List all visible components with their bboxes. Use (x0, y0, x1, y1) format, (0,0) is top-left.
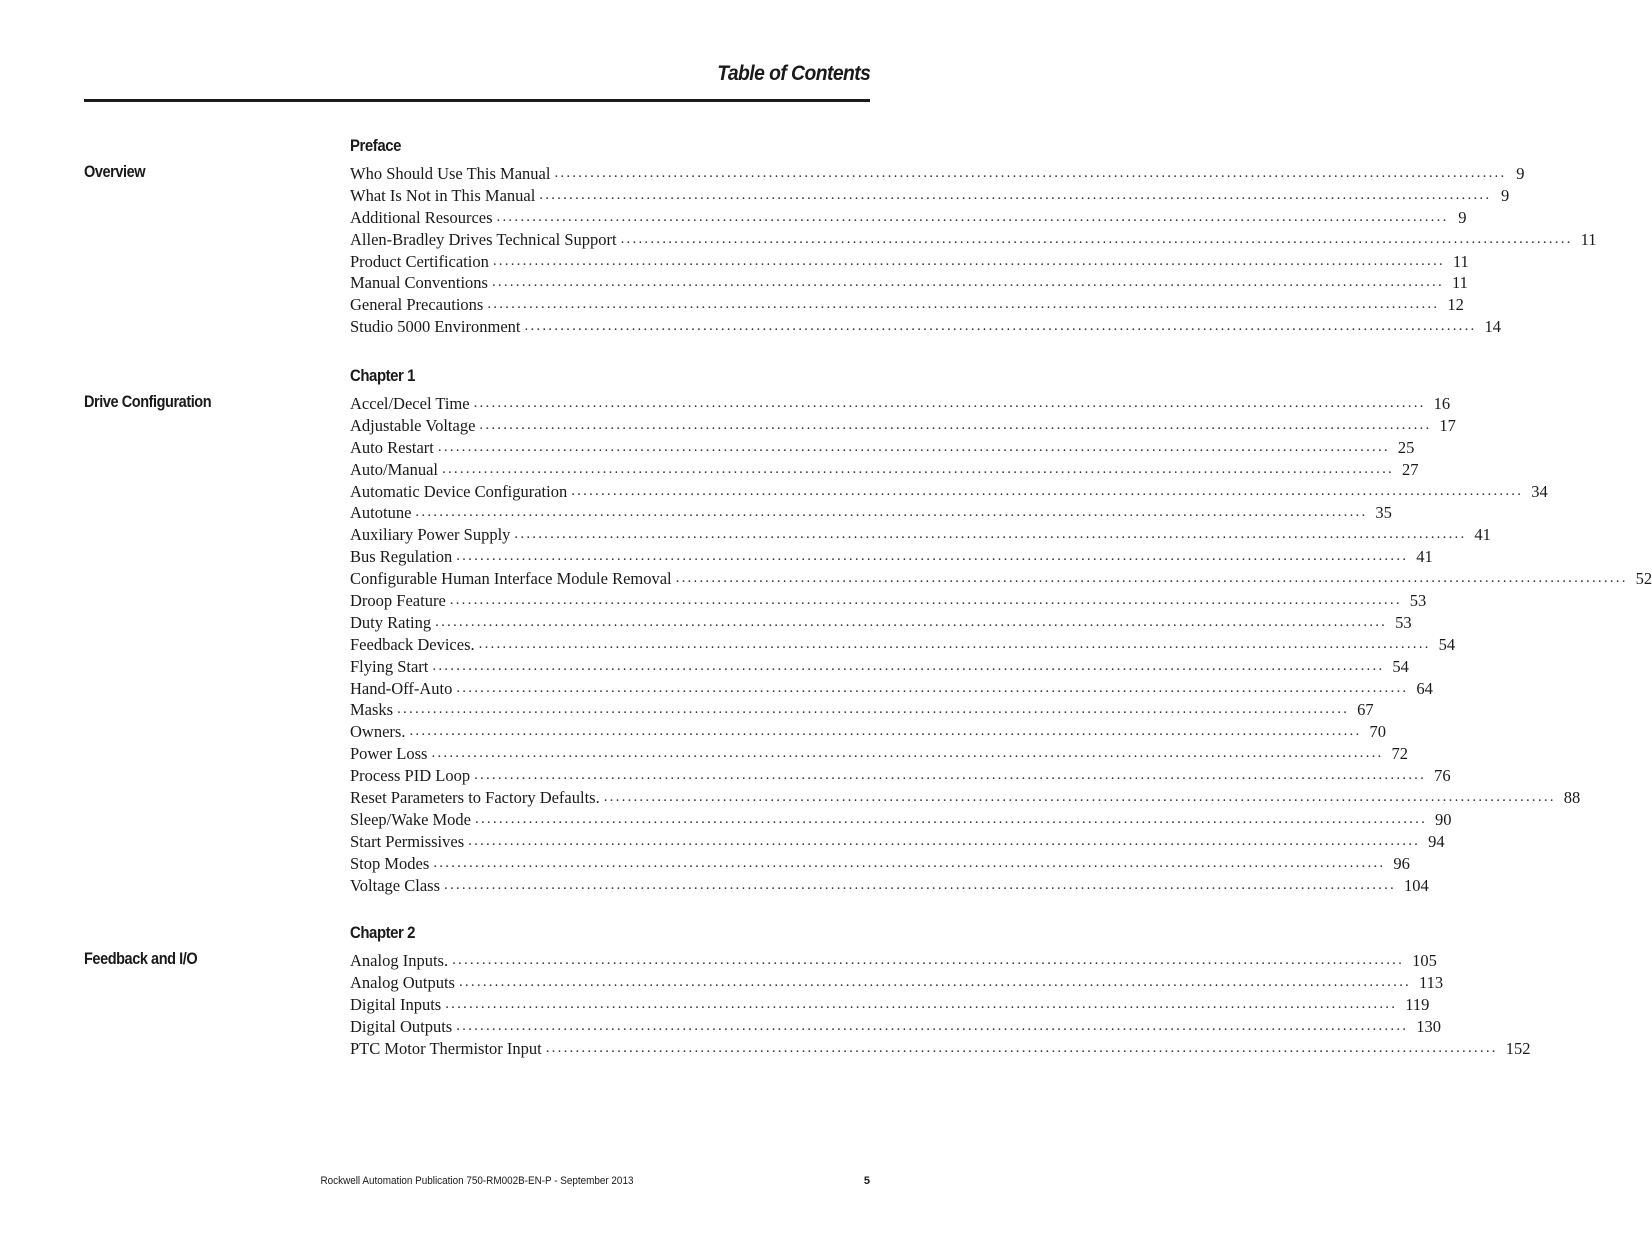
toc-entry-page: 11 (1580, 229, 1597, 249)
section-heading: Chapter 1 (350, 366, 416, 385)
dot-leader: ................................................................................................................................................................ (675, 570, 1628, 587)
toc-entry-label: Analog Inputs. (350, 951, 449, 970)
toc-entry[interactable] (350, 481, 1548, 503)
toc-entry[interactable] (350, 721, 1386, 743)
toc-entry-label: Configurable Human Interface Module Removal (350, 569, 672, 589)
dot-leader: ................................................................................................................................................................ (475, 810, 1428, 827)
toc-entry-list (350, 393, 1652, 896)
toc-entry-page: 76 (1434, 766, 1451, 786)
dot-leader: ................................................................................................................................................................ (514, 526, 1467, 543)
toc-entry-label: Product Certification (350, 251, 489, 271)
dot-leader: ................................................................................................................................................................ (432, 657, 1385, 674)
toc-entry-page: 72 (1391, 744, 1408, 764)
toc-entry[interactable] (350, 415, 1456, 437)
toc-entry-label: Automatic Device Configuration (350, 481, 568, 501)
dot-leader: ................................................................................................................................................................ (442, 460, 1394, 477)
dot-leader: ................................................................................................................................................................ (491, 274, 1444, 291)
toc-entry-page: 9 (1458, 207, 1467, 227)
toc-entry[interactable] (350, 163, 1525, 185)
toc-entry[interactable] (350, 207, 1467, 229)
dot-leader: ................................................................................................................................................................ (444, 876, 1396, 893)
dot-leader: ................................................................................................................................................................ (474, 767, 1427, 784)
toc-entry-label: Reset Parameters to Factory Defaults. (350, 788, 600, 808)
section-heading: Preface (350, 136, 401, 155)
dot-leader: ................................................................................................................................................................ (415, 504, 1368, 521)
dot-leader: ................................................................................................................................................................ (479, 416, 1432, 433)
section-sidehead: Feedback and I/O (84, 950, 198, 968)
toc-entry-label: Allen-Bradley Drives Technical Support (350, 229, 617, 249)
toc-entry-page: 96 (1393, 853, 1410, 873)
toc-entry[interactable] (350, 809, 1452, 831)
toc-entry[interactable] (350, 251, 1469, 273)
toc-entry[interactable] (350, 229, 1597, 251)
title-rule (84, 99, 870, 102)
toc-entry[interactable] (350, 765, 1451, 787)
toc-entry-page: 35 (1375, 503, 1392, 523)
dot-leader: ................................................................................................................................................................ (437, 438, 1390, 455)
toc-entry-page: 105 (1412, 951, 1437, 970)
toc-entry[interactable] (350, 502, 1392, 524)
dot-leader: ................................................................................................................................................................ (603, 789, 1556, 806)
toc-entry[interactable] (350, 316, 1501, 338)
toc-entry[interactable] (350, 634, 1456, 656)
toc-entry-label: Digital Outputs (350, 1016, 453, 1036)
dot-leader: ................................................................................................................................................................ (492, 252, 1445, 269)
toc-entry-label: Stop Modes (350, 853, 430, 873)
toc-entry-page: 12 (1447, 295, 1464, 315)
dot-leader: ................................................................................................................................................................ (496, 208, 1449, 225)
toc-entry[interactable] (350, 437, 1415, 459)
toc-entry[interactable] (350, 972, 1444, 994)
toc-entry-label: Digital Inputs (350, 994, 442, 1014)
dot-leader: ................................................................................................................................................................ (449, 592, 1402, 609)
toc-entry-page: 11 (1451, 273, 1468, 293)
dot-leader: ................................................................................................................................................................ (433, 854, 1386, 871)
toc-entry-label: Auxiliary Power Supply (350, 525, 511, 545)
dot-leader: ................................................................................................................................................................ (409, 723, 1362, 740)
dot-leader: ................................................................................................................................................................ (445, 995, 1398, 1012)
dot-leader: ................................................................................................................................................................ (452, 952, 1405, 968)
toc-entry-label: Manual Conventions (350, 273, 488, 293)
toc-entry-page: 64 (1416, 678, 1433, 698)
toc-entry-page: 152 (1505, 1038, 1531, 1058)
toc-entry-page: 88 (1563, 788, 1581, 808)
toc-entry-page: 14 (1484, 317, 1501, 337)
toc-entry-page: 11 (1452, 251, 1469, 271)
toc-entry[interactable] (350, 546, 1433, 568)
page-title: Table of Contents (716, 62, 870, 85)
toc-entry-label: Process PID Loop (350, 766, 471, 786)
toc-entry-label: Bus Regulation (350, 547, 453, 567)
toc-entry-page: 25 (1397, 437, 1415, 457)
toc-entry-label: Auto Restart (350, 437, 434, 457)
section-sidehead: Overview (84, 163, 146, 181)
dot-leader: ................................................................................................................................................................ (539, 186, 1492, 203)
toc-entry[interactable] (350, 524, 1491, 546)
toc-entry-label: Adjustable Voltage (350, 415, 476, 435)
toc-entry[interactable] (350, 393, 1451, 415)
dot-leader: ................................................................................................................................................................ (456, 679, 1409, 696)
toc-entry-page: 9 (1516, 164, 1525, 183)
dot-leader: ................................................................................................................................................................ (468, 832, 1421, 849)
dot-leader: ................................................................................................................................................................ (487, 296, 1440, 313)
toc-entry-label: Power Loss (350, 744, 428, 764)
toc-entry[interactable] (350, 459, 1419, 481)
dot-leader: ................................................................................................................................................................ (431, 745, 1384, 762)
toc-entry-label: Hand-Off-Auto (350, 678, 453, 698)
toc-entry-label: What Is Not in This Manual (350, 185, 536, 205)
dot-leader: ................................................................................................................................................................ (478, 635, 1431, 652)
section-sidehead: Drive Configuration (84, 393, 212, 411)
toc-entry-page: 41 (1474, 525, 1491, 545)
toc-entry-page: 52 (1635, 569, 1652, 589)
toc-entry-label: Accel/Decel Time (350, 394, 470, 413)
toc-entry-label: Masks (350, 700, 394, 720)
toc-entry-page: 70 (1369, 722, 1386, 742)
toc-entry-page: 27 (1402, 459, 1419, 479)
toc-entry-page: 130 (1416, 1016, 1441, 1036)
toc-entry-page: 41 (1416, 547, 1433, 567)
toc-entry-page: 54 (1392, 656, 1409, 676)
toc-entry[interactable] (350, 831, 1445, 853)
toc-entry-label: Voltage Class (350, 875, 440, 895)
toc-entry-label: Studio 5000 Environment (350, 317, 521, 337)
footer-page-number: 5 (863, 1175, 870, 1187)
toc-entry[interactable] (350, 853, 1410, 875)
toc-entry-label: Flying Start (350, 656, 429, 676)
toc-entry-page: 16 (1433, 394, 1451, 413)
toc-entry-list (350, 950, 1531, 1059)
toc-entry[interactable] (350, 950, 1437, 972)
toc-entry[interactable] (350, 612, 1412, 634)
footer-publication: Rockwell Automation Publication 750-RM002B-EN-P - September 2013 (320, 1175, 634, 1187)
toc-entry-label: Droop Feature (350, 591, 446, 611)
dot-leader: ................................................................................................................................................................ (458, 973, 1411, 990)
dot-leader: ................................................................................................................................................................ (435, 613, 1388, 630)
toc-entry[interactable] (350, 743, 1408, 765)
dot-leader: ................................................................................................................................................................ (456, 1017, 1409, 1034)
toc-entry[interactable] (350, 656, 1409, 678)
dot-leader: ................................................................................................................................................................ (620, 230, 1573, 247)
toc-entry-page: 67 (1357, 700, 1374, 720)
toc-entry-label: Autotune (350, 503, 412, 523)
toc-entry[interactable] (350, 699, 1374, 721)
toc-entry-label: Start Permissives (350, 831, 465, 851)
toc-entry-label: Sleep/Wake Mode (350, 809, 472, 829)
toc-entry-label: Analog Outputs (350, 972, 455, 992)
toc-entry-page: 34 (1531, 481, 1548, 501)
toc-entry-page: 94 (1428, 831, 1445, 851)
toc-entry-page: 54 (1438, 634, 1456, 654)
toc-entry[interactable] (350, 294, 1464, 316)
toc-entry[interactable] (350, 272, 1468, 294)
toc-entry-page: 9 (1501, 185, 1510, 205)
toc-entry-label: Duty Rating (350, 612, 432, 632)
toc-entry-page: 53 (1395, 612, 1412, 632)
toc-entry[interactable] (350, 787, 1581, 809)
toc-entry[interactable] (350, 568, 1652, 590)
toc-entry[interactable] (350, 678, 1433, 700)
toc-entry-label: Owners. (350, 722, 406, 742)
dot-leader: ................................................................................................................................................................ (473, 395, 1426, 411)
toc-entry-label: PTC Motor Thermistor Input (350, 1038, 542, 1058)
toc-entry[interactable] (350, 1038, 1531, 1060)
toc-entry-label: General Precautions (350, 295, 484, 315)
toc-entry-page: 119 (1405, 994, 1430, 1014)
dot-leader: ................................................................................................................................................................ (554, 165, 1507, 181)
dot-leader: ................................................................................................................................................................ (545, 1039, 1498, 1056)
toc-entry-page: 53 (1409, 591, 1427, 611)
toc-entry[interactable] (350, 590, 1427, 612)
toc-entry-label: Who Should Use This Manual (350, 164, 551, 183)
dot-leader: ................................................................................................................................................................ (397, 701, 1350, 718)
dot-leader: ................................................................................................................................................................ (456, 548, 1409, 565)
dot-leader: ................................................................................................................................................................ (524, 318, 1477, 335)
toc-entry[interactable] (350, 994, 1430, 1016)
toc-entry[interactable] (350, 1016, 1441, 1038)
toc-entry-list (350, 163, 1597, 338)
toc-entry[interactable] (350, 185, 1510, 207)
toc-entry[interactable] (350, 875, 1429, 897)
toc-entry-page: 104 (1404, 875, 1429, 895)
toc-entry-page: 113 (1418, 972, 1444, 992)
dot-leader: ................................................................................................................................................................ (571, 482, 1524, 499)
toc-entry-label: Additional Resources (350, 207, 493, 227)
toc-entry-page: 17 (1439, 415, 1456, 435)
toc-entry-page: 90 (1435, 809, 1452, 829)
toc-entry-label: Auto/Manual (350, 459, 438, 479)
toc-entry-label: Feedback Devices. (350, 634, 475, 654)
section-heading: Chapter 2 (350, 923, 416, 942)
